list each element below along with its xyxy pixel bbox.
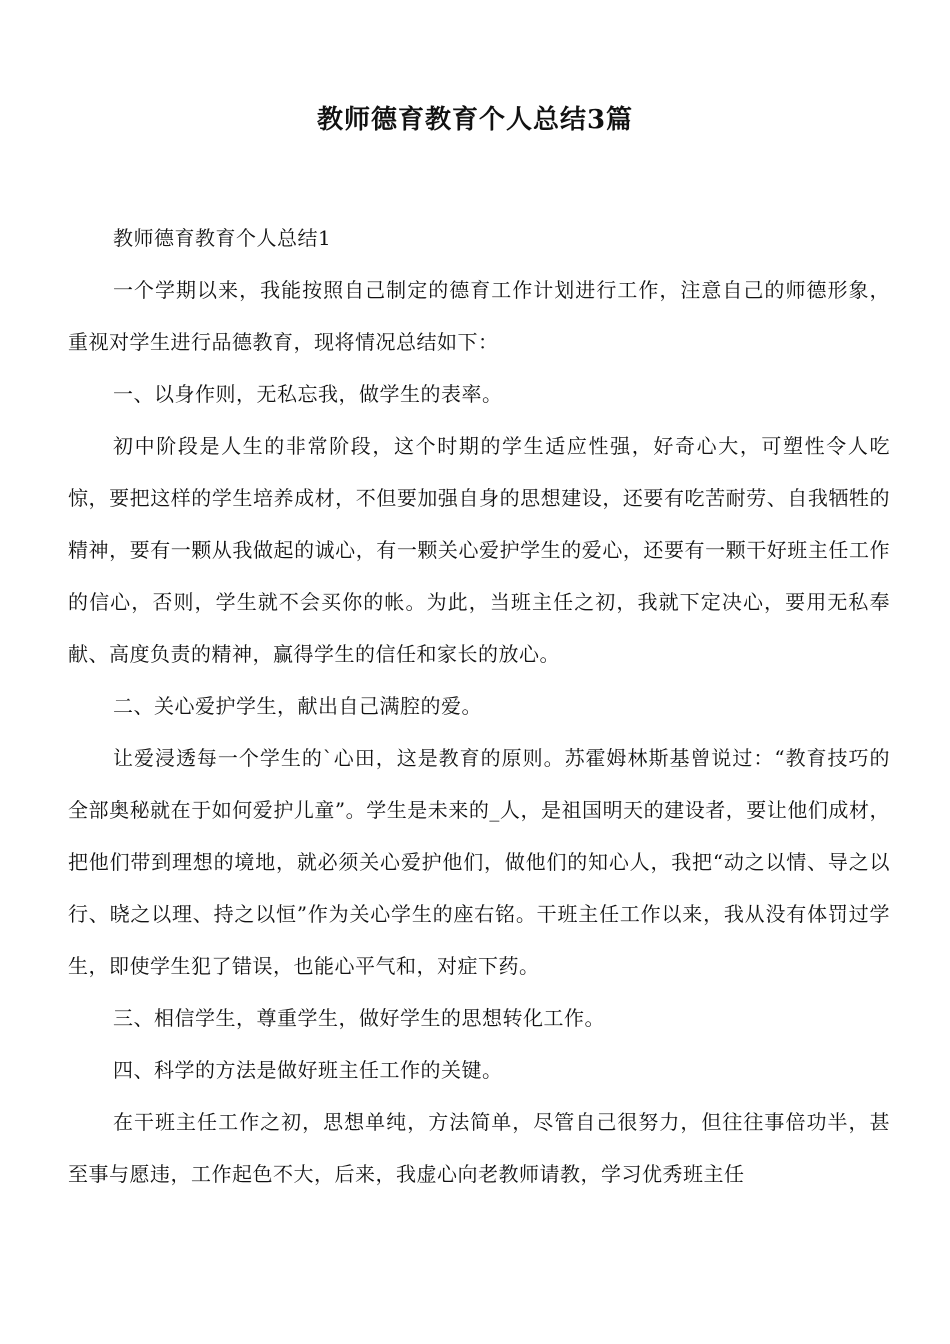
document-body xyxy=(68,212,890,1200)
point-heading-3: 三、相信学生，尊重学生，做好学生的思想转化工作。 xyxy=(113,1006,605,1030)
intro-paragraph: 一个学期以来，我能按照自己制定的德育工作计划进行工作，注意自己的师德形象，重视对学生进行品德教育，现将情况总结如下： xyxy=(68,278,890,354)
section-heading: 教师德育教育个人总结1 xyxy=(113,226,332,250)
body-paragraph: 让爱浸透每一个学生的`心田，这是教育的原则。苏霍姆林斯基曾说过：“教育技巧的全部奥秘就在于如何爱护儿童”。学生是未来的_人，是祖国明天的建设者，要让他们成材，把他们带到理想的境地，就必须关心爱护他们，做他们的知心人，我把“动之以情、导之以行、晓之以理、持之以恒”作为关心学生的座右铭。干班主任工作以来，我从没有体罚过学生，即使学生犯了错误，也能心平气和，对症下药。 xyxy=(68,746,890,978)
body-paragraph: 初中阶段是人生的非常阶段，这个时期的学生适应性强，好奇心大，可塑性令人吃惊，要把这样的学生培养成材，不但要加强自身的思想建设，还要有吃苦耐劳、自我牺牲的精神，要有一颗从我做起的诚心，有一颗关心爱护学生的爱心，还要有一颗干好班主任工作的信心，否则，学生就不会买你的帐。为此，当班主任之初，我就下定决心，要用无私奉献、高度负责的精神，赢得学生的信任和家长的放心。 xyxy=(68,434,890,666)
point-heading-2: 二、关心爱护学生，献出自己满腔的爱。 xyxy=(113,694,482,718)
body-paragraph: 在干班主任工作之初，思想单纯，方法简单，尽管自己很努力，但往往事倍功半，甚至事与愿违，工作起色不大，后来，我虚心向老教师请教，学习优秀班主任 xyxy=(68,1110,890,1186)
point-heading-4: 四、科学的方法是做好班主任工作的关键。 xyxy=(113,1058,503,1082)
point-heading-1: 一、以身作则，无私忘我，做学生的表率。 xyxy=(113,382,503,406)
document-title: 教师德育教育个人总结3篇 xyxy=(316,105,634,135)
